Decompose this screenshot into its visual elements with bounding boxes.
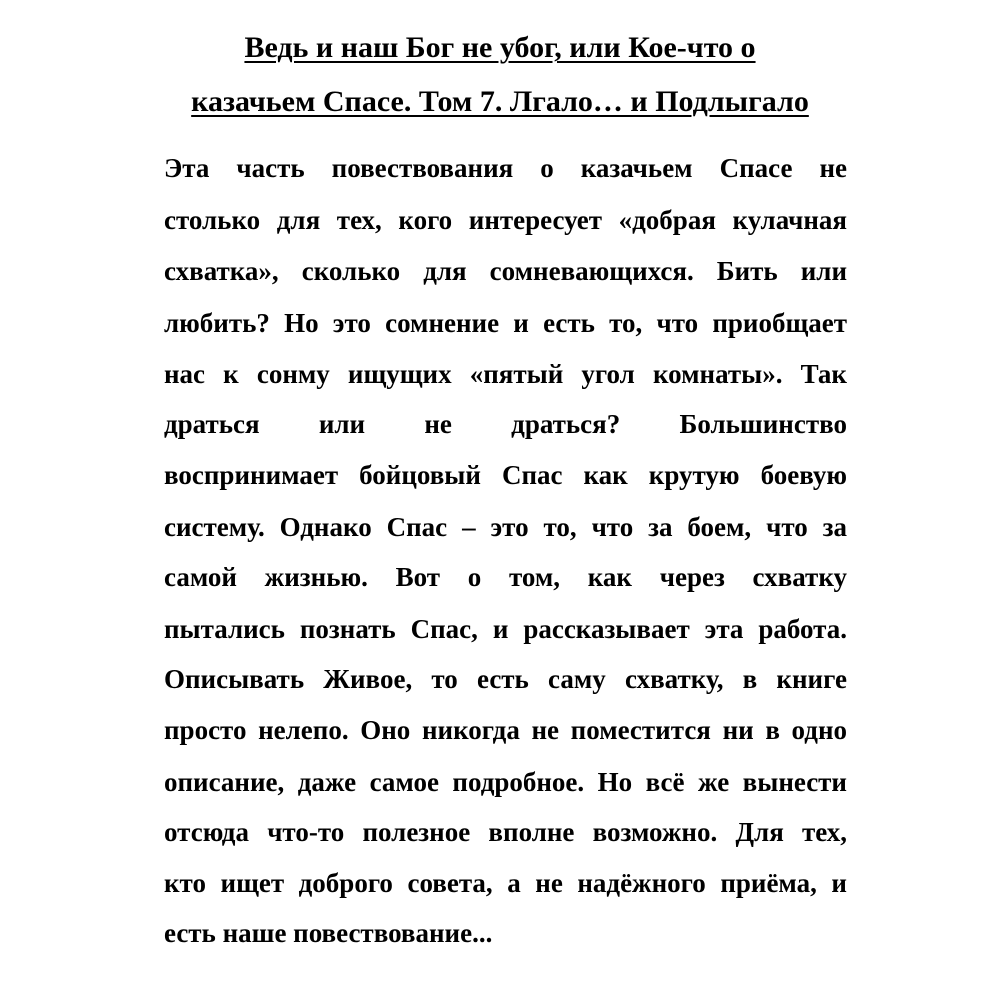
paragraph-line-13: описание, даже самое подробное. Но всё же вынести bbox=[164, 767, 847, 797]
paragraph-line-12: просто нелепо. Оно никогда не поместится ни в одно bbox=[164, 715, 847, 745]
title-line-2: казачьем Спасе. Том 7. Лгало… и Подлыгало bbox=[191, 85, 809, 118]
paragraph-line-2: столько для тех, кого интересует «добрая кулачная bbox=[164, 205, 847, 235]
paragraph-line-10: пытались познать Спас, и рассказывает эта работа. bbox=[164, 614, 847, 644]
paragraph-line-16: есть наше повествование... bbox=[164, 918, 493, 948]
paragraph-line-7: воспринимает бойцовый Спас как крутую боевую bbox=[164, 460, 847, 490]
paragraph-line-5: нас к сонму ищущих «пятый угол комнаты». Так bbox=[164, 359, 847, 389]
paragraph-line-4: любить? Но это сомнение и есть то, что приобщает bbox=[164, 308, 847, 338]
paragraph-line-1: Эта часть повествования о казачьем Спасе не bbox=[164, 153, 847, 183]
paragraph-line-14: отсюда что-то полезное вполне возможно. Для тех, bbox=[164, 817, 847, 847]
paragraph-line-3: схватка», сколько для сомневающихся. Бить или bbox=[164, 256, 847, 286]
paragraph-line-11: Описывать Живое, то есть саму схватку, в книге bbox=[164, 664, 847, 694]
title-line-1: Ведь и наш Бог не убог, или Кое-что о bbox=[244, 31, 756, 64]
paragraph-line-15: кто ищет доброго совета, а не надёжного приёма, и bbox=[164, 868, 847, 898]
paragraph-line-8: систему. Однако Спас – это то, что за боем, что за bbox=[164, 512, 847, 542]
paragraph-line-6: драться или не драться? Большинство bbox=[164, 409, 847, 439]
paragraph-line-9: самой жизнью. Вот о том, как через схватку bbox=[164, 562, 847, 592]
